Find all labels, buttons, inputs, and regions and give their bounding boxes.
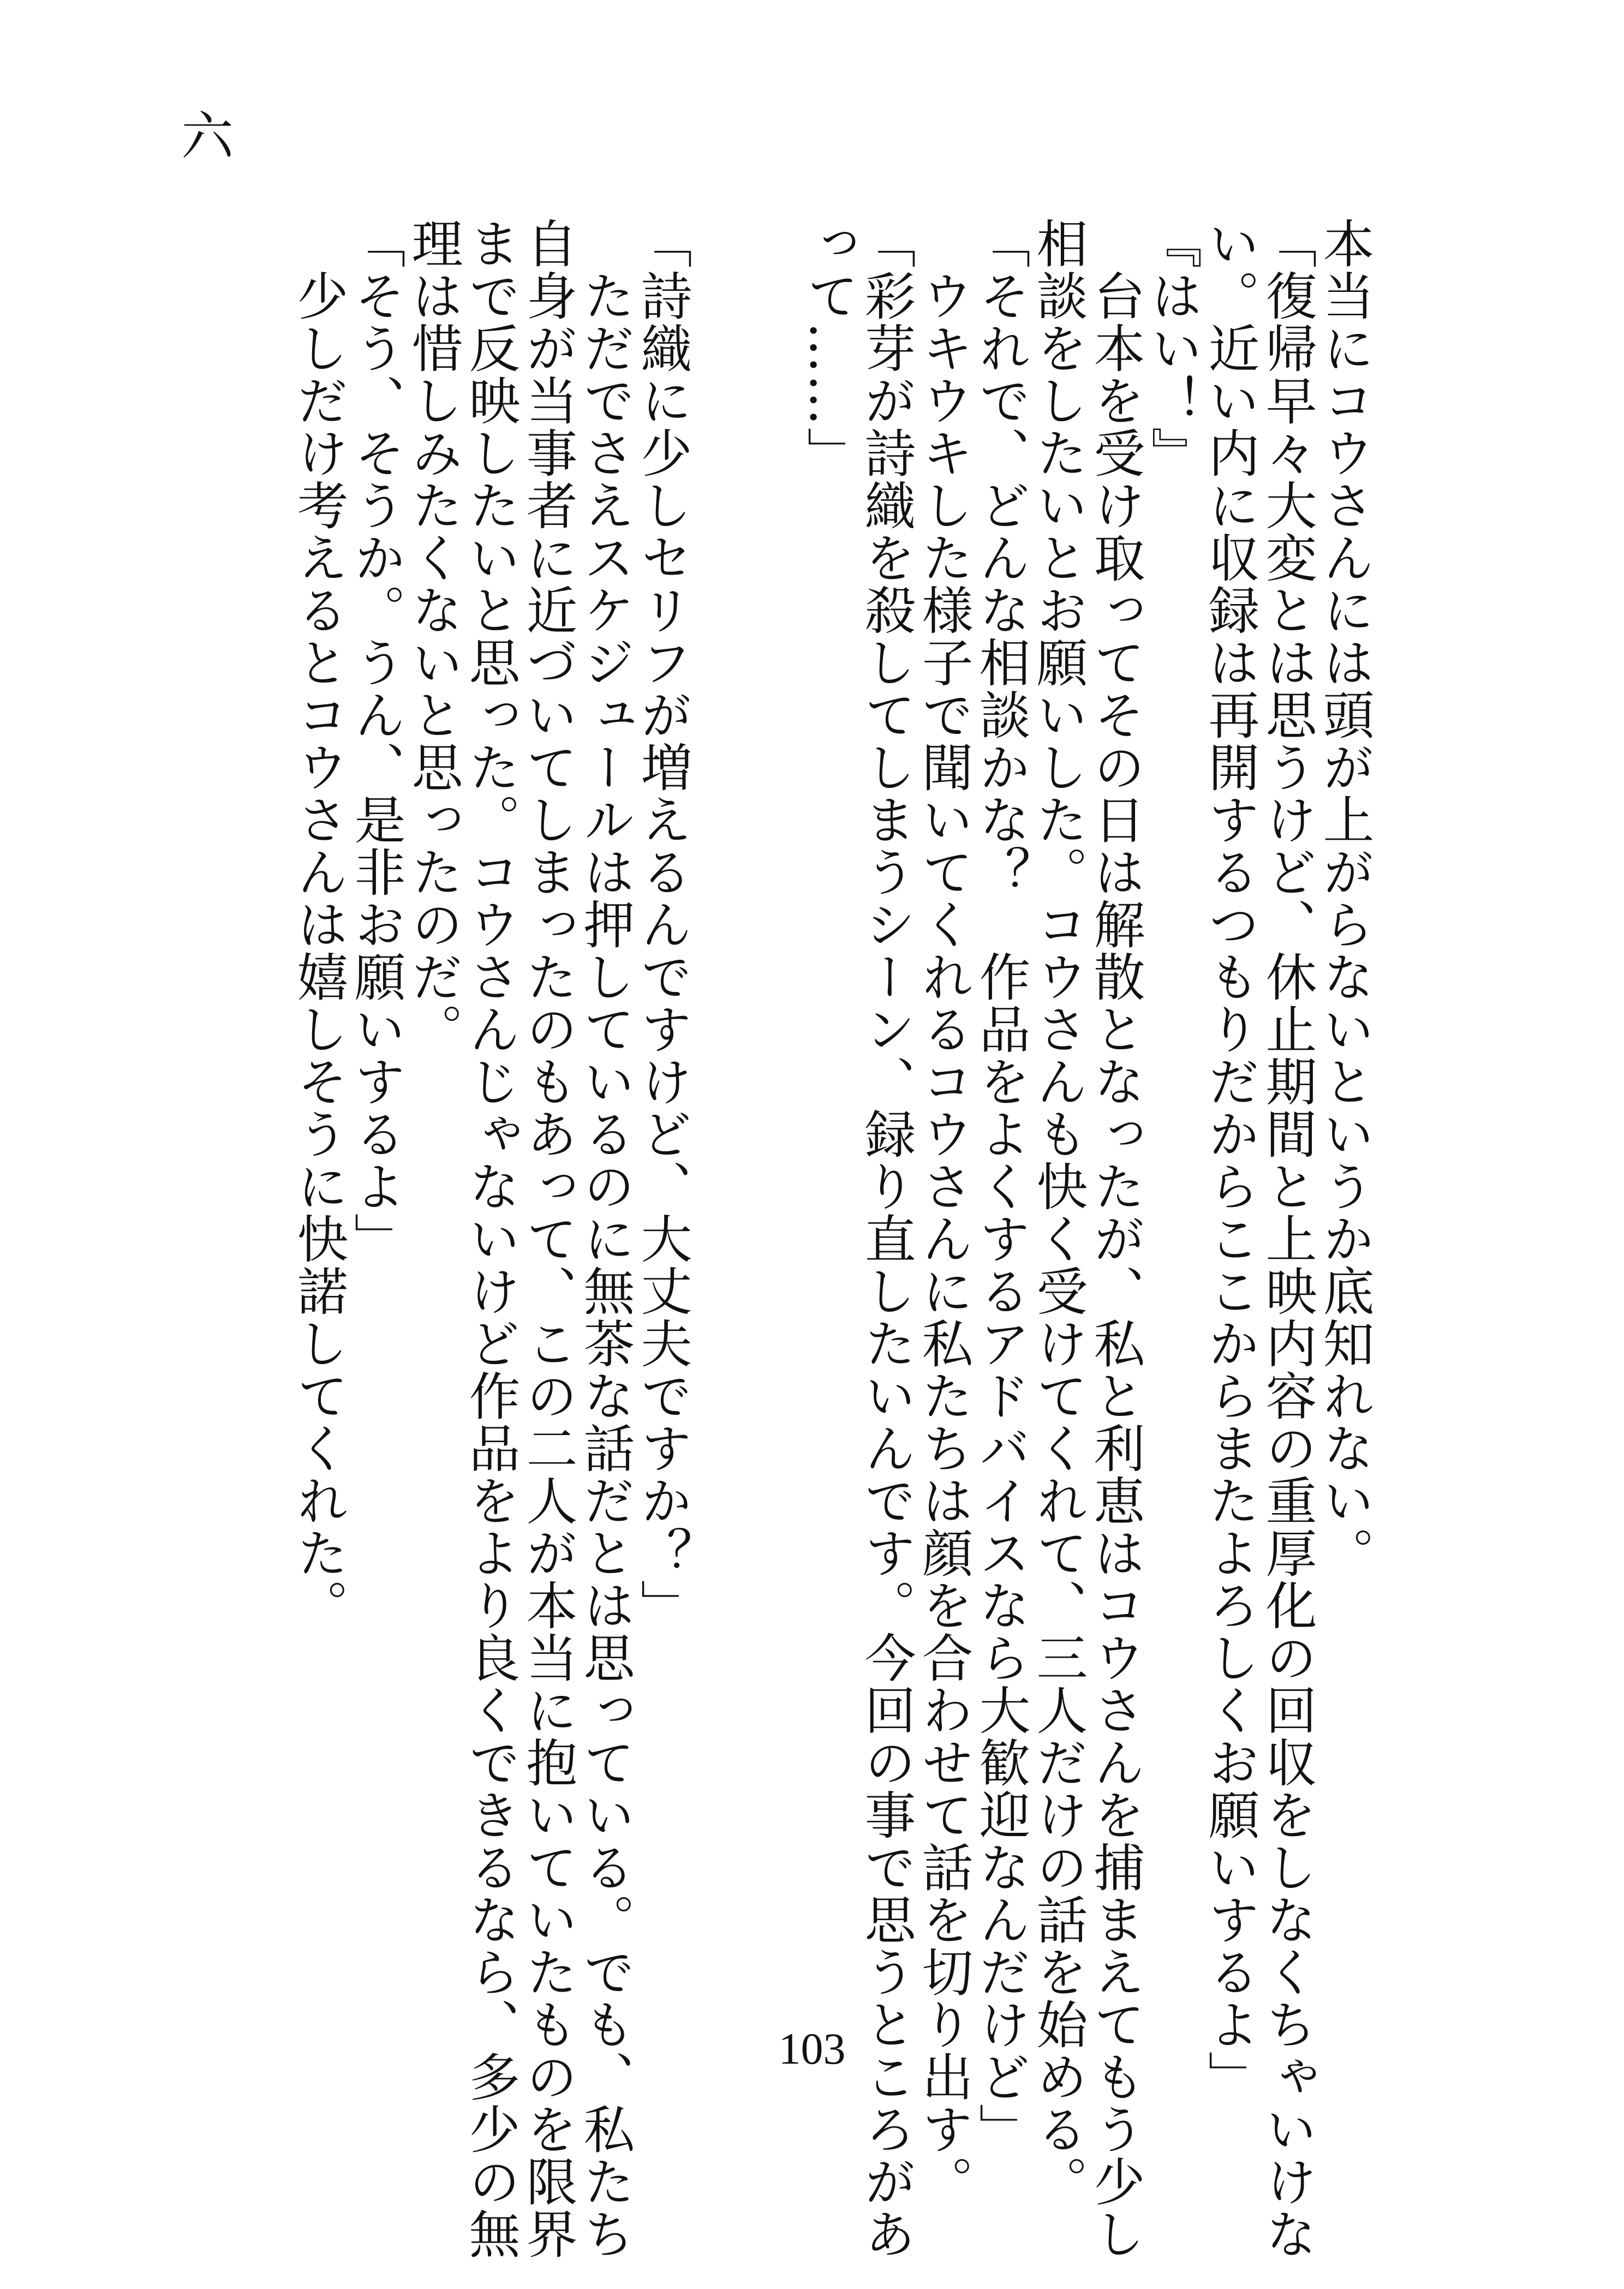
- chapter-number: 六: [181, 106, 234, 167]
- text-column: 本当にコウさんには頭が上がらないというか底知れない。: [1314, 217, 1374, 1579]
- text-column: い。近い内に収録は再開するつもりだからここからまたよろしくお願いするよ」: [1199, 217, 1259, 2103]
- text-column: 「彩芽が詩織を殺してしまうシーン、録り直したいんです。今回の事で思うところがあ: [856, 217, 915, 2260]
- text-column: 台本を受け取ってその日は解散となったが、私と利恵はコウさんを捕まえてもう少し: [1085, 217, 1144, 2260]
- text-column: 「詩織に少しセリフが増えるんですけど、大丈夫ですか？」: [632, 217, 691, 1631]
- page-number: 103: [778, 2024, 846, 2073]
- text-column: 少しだけ考えるとコウさんは嬉しそうに快諾してくれた。: [288, 217, 348, 1631]
- text-column: って……」: [798, 217, 858, 479]
- text-column: 『はい！』: [1142, 217, 1202, 479]
- text-column: 理は惜しみたくないと思ったのだ。: [403, 217, 462, 1055]
- text-column: まで反映したいと思った。コウさんじゃないけど作品をより良くできるなら、多少の無: [460, 217, 520, 2260]
- text-column: ウキウキした様子で聞いてくれるコウさんに私たちは顔を合わせて話を切り出す。: [913, 217, 972, 2208]
- text-column: 「そう、そうか。うん、是非お願いするよ」: [345, 217, 405, 1265]
- text-column: 相談をしたいとお願いした。コウさんも快く受けてくれて、三人だけの話を始める。: [1028, 217, 1087, 2208]
- text-column: 「それで、どんな相談かな？ 作品をよくするアドバイスなら大歓迎なんだけど」: [970, 217, 1030, 2155]
- text-column: 自身が当事者に近づいてしまったのもあって、この二人が本当に抱いていたものを限界: [517, 217, 577, 2260]
- text-column: 「復帰早々大変とは思うけど、休止期間と上映内容の重厚化の回収をしなくちゃいけな: [1257, 217, 1316, 2260]
- text-column: ただでさえスケジュールは押しているのに無茶な話だとは思っている。でも、私たち: [575, 217, 634, 2260]
